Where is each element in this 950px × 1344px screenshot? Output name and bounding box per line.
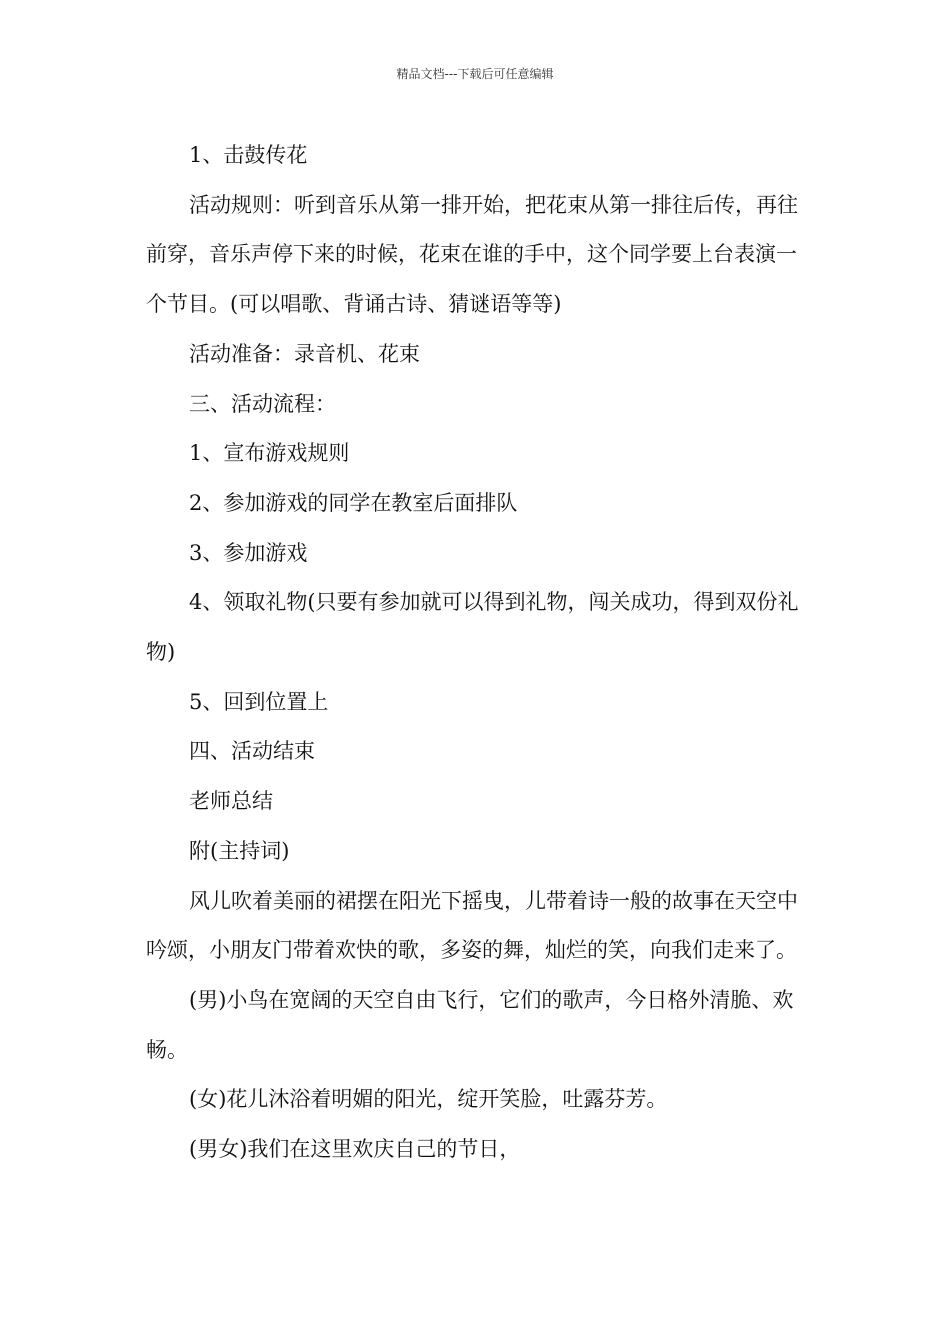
paragraph-heading-game-1: 1、击鼓传花 <box>189 143 308 167</box>
paragraph-section-activity-process: 三、活动流程： <box>189 391 336 416</box>
paragraph-section-activity-end: 四、活动结束 <box>189 739 315 764</box>
paragraph-step-4: 4、领取礼物(只要有参加就可以得到礼物，闯关成功，得到双份礼物) <box>146 590 799 665</box>
paragraph-host-female: (女)花儿沐浴着明媚的阳光，绽开笑脸，吐露芬芳。 <box>189 1087 668 1112</box>
paragraph-host-both: (男女)我们在这里欢庆自己的节日， <box>189 1137 521 1162</box>
paragraph-step-5: 5、回到位置上 <box>189 689 329 714</box>
document-body <box>146 131 816 1175</box>
paragraph-step-1: 1、宣布游戏规则 <box>189 441 350 466</box>
paragraph-teacher-summary: 老师总结 <box>189 789 273 814</box>
paragraph-activity-rules: 活动规则：听到音乐从第一排开始，把花束从第一排往后传，再往前穿，音乐声停下来的时候，花束在谁的手中，这个同学要上台表演一个节目。(可以唱歌、背诵古诗、猜谜语等等) <box>146 192 798 317</box>
paragraph-activity-preparation: 活动准备：录音机、花束 <box>189 341 420 366</box>
paragraph-step-2: 2、参加游戏的同学在教室后面排队 <box>189 490 518 515</box>
page-header-watermark: 精品文档---下载后可任意编辑 <box>396 67 554 81</box>
paragraph-host-script-intro: 风儿吹着美丽的裙摆在阳光下摇曳，儿带着诗一般的故事在天空中吟颂，小朋友门带着欢快的歌，多姿的舞，灿烂的笑，向我们走来了。 <box>146 888 798 963</box>
paragraph-step-3: 3、参加游戏 <box>189 540 308 565</box>
paragraph-host-male: (男)小鸟在宽阔的天空自由飞行，它们的歌声，今日格外清脆、欢畅。 <box>146 987 794 1062</box>
paragraph-appendix-host-script: 附(主持词) <box>189 838 290 863</box>
